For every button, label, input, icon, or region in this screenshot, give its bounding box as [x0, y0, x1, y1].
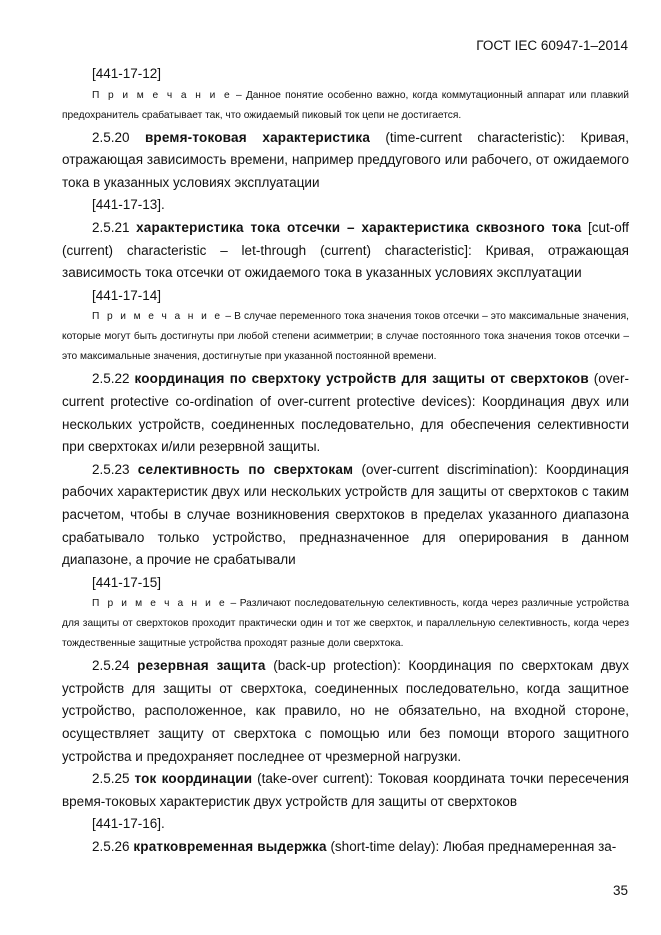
note: П р и м е ч а н и е – Данное понятие особенно важно, когда коммутационный аппарат или плавкий предохранитель срабатывает так, что ожидаемый пиковый ток цепи не достигается. — [62, 89, 629, 121]
note: П р и м е ч а н и е – В случае переменного тока значения токов отсечки – это максимальные значения, которые могут быть достигнуты при любой степени асимметрии; в случае постоянного тока значения токов отсечки – это максимальные значения, достигнутые при указанной постоянной времени. — [62, 311, 629, 363]
term: селективность по сверхтокам — [137, 461, 354, 477]
term: кратковременная выдержка — [133, 839, 327, 855]
definition-2-5-22: 2.5.22 координация по сверхтоку устройств для защиты от сверхтоков (over-current protective co-ordination of over-current protective devices): Координация двух или нескольких устройств, соединенных последовательно, для обеспечения селективности при сверхтоках и/или резервной защиты. — [62, 371, 629, 455]
term: время-токовая характеристика — [144, 129, 371, 145]
document-header: ГОСТ IEC 60947-1–2014 — [476, 38, 628, 53]
note-label: П р и м е ч а н и е — [92, 598, 227, 610]
reference: [441-17-15] — [92, 574, 162, 590]
definition-2-5-26: 2.5.26 кратковременная выдержка (short-time delay): Любая преднамеренная за- — [92, 839, 617, 855]
term: ток координации — [134, 771, 253, 787]
definition-2-5-23: 2.5.23 селективность по сверхтокам (over-current discrimination): Координация рабочих характеристик двух или нескольких устройств для защиты от сверхтоков с таким расчетом, чтобы в случае возникновения сверхтоков в пределах указанного диапазона срабатывало только устройство, предназначенное для оперирования в данном диапазоне, а прочие не срабатывали — [62, 461, 629, 568]
reference: [441-17-13]. — [92, 197, 165, 213]
definition-2-5-20: 2.5.20 время-токовая характеристика (time-current characteristic): Кривая, отражающая зависимость времени, например преддугового или рабочего, от ожидаемого тока в указанных условиях эксплуатации — [62, 129, 629, 190]
note-label: П р и м е ч а н и е — [92, 89, 232, 101]
note: П р и м е ч а н и е – Различают последовательную селективность, когда через различные устройства для защиты от сверхтоков проходит практически один и тот же сверхток, и параллельную селективность, когда через тождественные защитные устройства проходят разные доли сверхтока. — [62, 598, 629, 650]
document-body — [62, 63, 629, 859]
term: координация по сверхтоку устройств для защиты от сверхтоков — [134, 371, 589, 387]
term: резервная защита — [137, 658, 266, 674]
page-number: 35 — [612, 883, 628, 898]
reference: [441-17-14] — [92, 287, 162, 303]
reference: [441-17-12] — [92, 66, 162, 81]
reference: [441-17-16]. — [92, 816, 165, 832]
term: характеристика тока отсечки – характеристика сквозного тока — [136, 219, 582, 235]
definition-2-5-24: 2.5.24 резервная защита (back-up protection): Координация по сверхтокам двух устройств для защиты от сверхтока, соединенных последовательно, когда защитное устройство, расположенное, как правило, но не обязательно, на входной стороне, осуществляет защиту от сверхтока с помощью или без помощи второго защитного устройства и предохраняет последнее от чрезмерной нагрузки. — [62, 658, 629, 764]
definition-2-5-25: 2.5.25 ток координации (take-over current): Токовая координата точки пересечения время-токовых характеристик двух устройств для защиты от сверхтоков — [62, 771, 629, 809]
definition-2-5-21: 2.5.21 характеристика тока отсечки – характеристика сквозного тока [cut-off (current) characteristic – let-through (current) characteristic]: Кривая, отражающая зависимость тока отсечки от ожидаемого тока в указанных условиях эксплуатации — [62, 219, 629, 281]
note-label: П р и м е ч а н и е — [92, 311, 223, 323]
